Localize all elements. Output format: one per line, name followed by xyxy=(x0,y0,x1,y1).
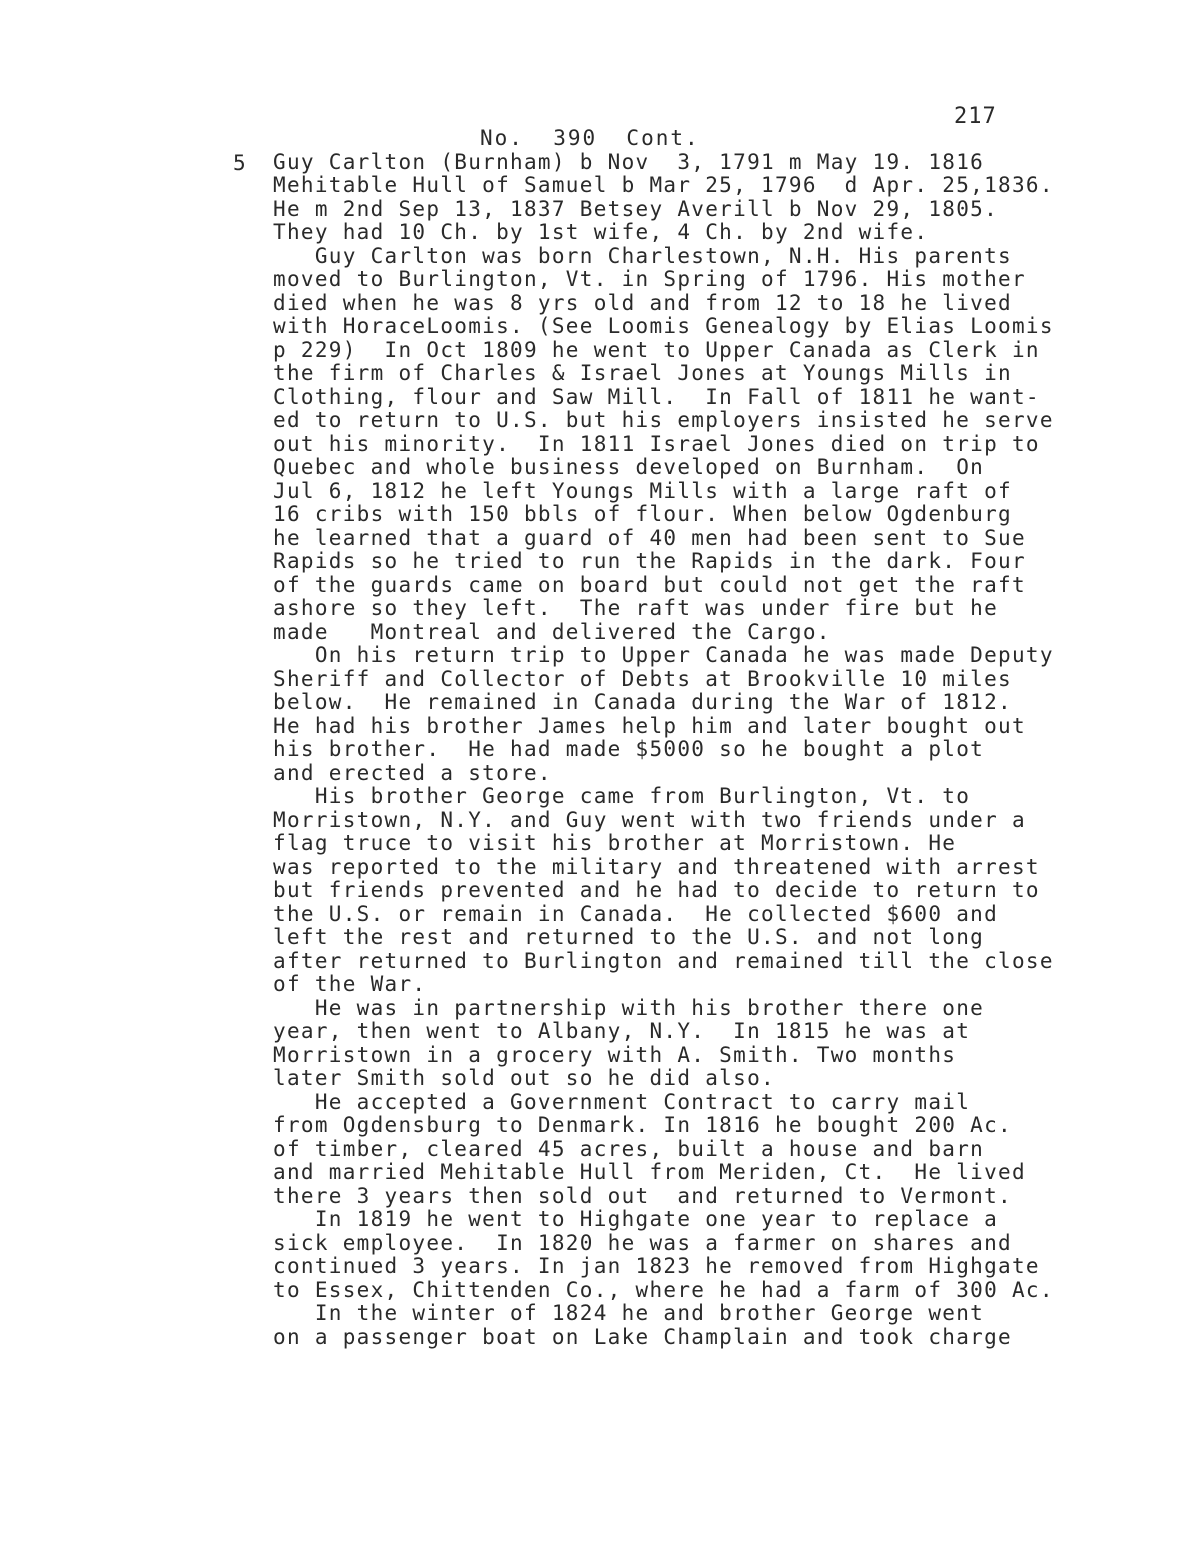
text-line: out his minority. In 1811 Israel Jones died on trip to xyxy=(273,432,1040,456)
text-line: Sheriff and Collector of Debts at Brookville 10 miles xyxy=(273,667,1012,691)
text-line: but friends prevented and he had to decide to return to xyxy=(273,878,1040,902)
text-line: on a passenger boat on Lake Champlain and took charge xyxy=(273,1325,1012,1349)
text-line: Guy Carlton (Burnham) b Nov 3, 1791 m May 19. 1816 xyxy=(273,150,985,174)
text-line: the firm of Charles & Israel Jones at Youngs Mills in xyxy=(273,361,1012,385)
text-line: and erected a store. xyxy=(273,761,552,785)
text-line: left the rest and returned to the U.S. and not long xyxy=(273,925,985,949)
text-line: On his return trip to Upper Canada he was made Deputy xyxy=(273,643,1054,667)
page-number: 217 xyxy=(954,104,997,129)
text-line: he learned that a guard of 40 men had been sent to Sue xyxy=(273,526,1026,550)
text-line: the U.S. or remain in Canada. He collected $600 and xyxy=(273,902,999,926)
text-line: with HoraceLoomis. (See Loomis Genealogy by Elias Loomis xyxy=(273,314,1054,338)
text-line: Quebec and whole business developed on Burnham. On xyxy=(273,455,985,479)
text-line: later Smith sold out so he did also. xyxy=(273,1066,775,1090)
text-line: He had his brother James help him and later bought out xyxy=(273,714,1026,738)
text-line: He m 2nd Sep 13, 1837 Betsey Averill b Nov 29, 1805. xyxy=(273,197,999,221)
text-line: His brother George came from Burlington, Vt. to xyxy=(273,784,971,808)
text-line: p 229) In Oct 1809 he went to Upper Canada as Clerk in xyxy=(273,338,1040,362)
text-line: of the guards came on board but could not get the raft xyxy=(273,573,1026,597)
text-line: flag truce to visit his brother at Morristown. He xyxy=(273,831,957,855)
text-line: Rapids so he tried to run the Rapids in the dark. Four xyxy=(273,549,1026,573)
text-line: ed to return to U.S. but his employers insisted he serve xyxy=(273,408,1054,432)
text-line: of the War. xyxy=(273,972,427,996)
text-line: moved to Burlington, Vt. in Spring of 1796. His mother xyxy=(273,267,1026,291)
text-line: In 1819 he went to Highgate one year to replace a xyxy=(273,1207,999,1231)
text-line: continued 3 years. In jan 1823 he removed from Highgate xyxy=(273,1254,1040,1278)
text-line: of timber, cleared 45 acres, built a house and barn xyxy=(273,1137,985,1161)
text-line: Mehitable Hull of Samuel b Mar 25, 1796 d Apr. 25,1836. xyxy=(273,173,1054,197)
text-line: 16 cribs with 150 bbls of flour. When below Ogdenburg xyxy=(273,502,1012,526)
text-line: from Ogdensburg to Denmark. In 1816 he bought 200 Ac. xyxy=(273,1113,1012,1137)
text-line: below. He remained in Canada during the War of 1812. xyxy=(273,690,1012,714)
text-line: He accepted a Government Contract to carry mail xyxy=(273,1090,971,1114)
text-line: ashore so they left. The raft was under fire but he xyxy=(273,596,999,620)
text-line: to Essex, Chittenden Co., where he had a farm of 300 Ac. xyxy=(273,1278,1054,1302)
text-line: died when he was 8 yrs old and from 12 to 18 he lived xyxy=(273,291,1012,315)
text-line: They had 10 Ch. by 1st wife, 4 Ch. by 2nd wife. xyxy=(273,220,929,244)
text-line: and married Mehitable Hull from Meriden, Ct. He lived xyxy=(273,1160,1026,1184)
text-line: made Montreal and delivered the Cargo. xyxy=(273,620,831,644)
text-line: He was in partnership with his brother there one xyxy=(273,996,985,1020)
text-line: In the winter of 1824 he and brother George went xyxy=(273,1301,985,1325)
entry-header: No. 390 Cont. xyxy=(480,126,700,150)
text-line: Clothing, flour and Saw Mill. In Fall of 1811 he want- xyxy=(273,385,1040,409)
text-line: there 3 years then sold out and returned to Vermont. xyxy=(273,1184,1012,1208)
text-line: Morristown in a grocery with A. Smith. Two months xyxy=(273,1043,957,1067)
text-line: year, then went to Albany, N.Y. In 1815 he was at xyxy=(273,1019,971,1043)
text-line: after returned to Burlington and remained till the close xyxy=(273,949,1054,973)
text-line: Jul 6, 1812 he left Youngs Mills with a large raft of xyxy=(273,479,1012,503)
text-line: his brother. He had made $5000 so he bought a plot xyxy=(273,737,985,761)
text-line: Guy Carlton was born Charlestown, N.H. His parents xyxy=(273,244,1012,268)
text-line: sick employee. In 1820 he was a farmer on shares and xyxy=(273,1231,1012,1255)
generation-marker: 5 xyxy=(233,151,246,175)
text-line: Morristown, N.Y. and Guy went with two friends under a xyxy=(273,808,1026,832)
text-line: was reported to the military and threatened with arrest xyxy=(273,855,1040,879)
